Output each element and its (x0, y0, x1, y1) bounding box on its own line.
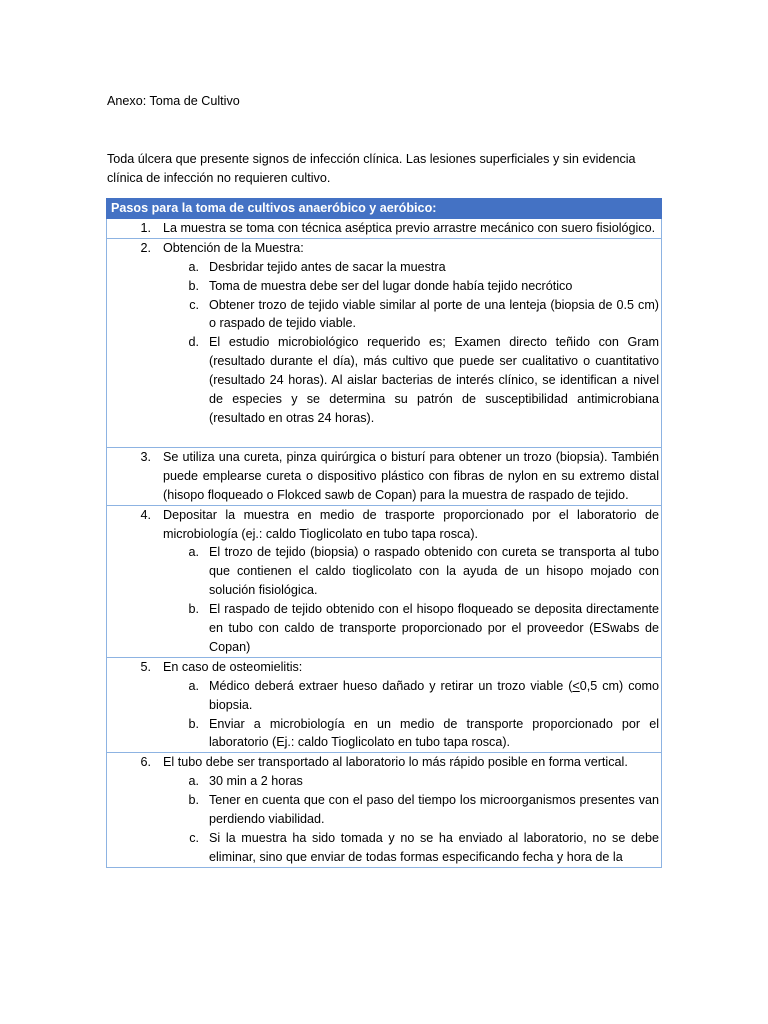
sub-text: Toma de muestra debe ser del lugar donde había tejido necrótico (209, 278, 573, 293)
sub-item (163, 715, 659, 753)
less-equal-sign: < (572, 678, 580, 693)
sub-text: Obtener trozo de tejido viable similar al porte de una lenteja (biopsia de 0.5 cm) o raspado de tejido viable. (209, 297, 659, 331)
sub-item (163, 677, 659, 715)
step-item (111, 658, 659, 677)
sub-item (163, 772, 659, 791)
steps-table (106, 198, 662, 868)
sub-letter: b. (188, 602, 199, 617)
step-number: 5. (140, 659, 151, 674)
step-text: Obtención de la Muestra: (163, 240, 304, 255)
page-title: Anexo: Toma de Cultivo (107, 94, 240, 108)
table-row (107, 447, 662, 505)
sub-text: Tener en cuenta que con el paso del tiempo los microorganismos presentes van perdiendo viabilidad. (209, 793, 659, 827)
sub-text: Desbridar tejido antes de sacar la muestra (209, 259, 446, 274)
table-header: Pasos para la toma de cultivos anaeróbico y aeróbico: (107, 199, 662, 219)
table-row (107, 505, 662, 657)
sub-letter: a. (188, 774, 199, 789)
table-row (107, 657, 662, 753)
sub-text: 30 min a 2 horas (209, 774, 303, 789)
sub-item (163, 543, 659, 600)
step-text: En caso de osteomielitis: (163, 659, 303, 674)
sub-item (163, 277, 659, 296)
step-item (111, 239, 659, 258)
sub-text: Médico deberá extraer hueso dañado y retirar un trozo viable (<0,5 cm) como biopsia. (209, 678, 659, 712)
step-text: Depositar la muestra en medio de trasporte proporcionado por el laboratorio de microbiología (ej.: caldo Tioglicolato en tubo tapa rosca). (163, 507, 659, 541)
sub-letter: c. (189, 831, 199, 845)
intro-paragraph: Toda úlcera que presente signos de infección clínica. Las lesiones superficiales y sin evidencia clínica de infección no requieren cultivo. (107, 152, 636, 185)
step-item (111, 753, 659, 772)
sub-item (163, 333, 659, 428)
step-number: 2. (140, 240, 151, 255)
sub-text: Enviar a microbiología en un medio de transporte proporcionado por el laboratorio (Ej.: caldo Tioglicolato en tubo tapa rosca). (209, 716, 659, 750)
step-number: 6. (140, 755, 151, 770)
step-text: La muestra se toma con técnica aséptica previo arrastre mecánico con suero fisiológico. (163, 220, 656, 235)
table-row (107, 753, 662, 867)
sub-text: El trozo de tejido (biopsia) o raspado obtenido con cureta se transporta al tubo que contienen el caldo tioglicolato con la ayuda de un hisopo mojado con solución fisiológica. (209, 545, 659, 598)
sub-letter: b. (188, 716, 199, 731)
table-header-row (107, 199, 662, 219)
step-text: El tubo debe ser transportado al laboratorio lo más rápido posible en forma vertical. (163, 755, 628, 770)
step-item (111, 448, 659, 505)
step-number: 4. (140, 507, 151, 522)
step-item (111, 219, 659, 238)
sub-letter: d. (188, 335, 199, 350)
step-item (111, 506, 659, 544)
table-row (107, 238, 662, 447)
sub-letter: b. (188, 278, 199, 293)
sub-text: El estudio microbiológico requerido es; Examen directo teñido con Gram (resultado durante el día), más cultivo que puede ser cualitativo o cuantitativo (resultado 24 horas). Al aislar bacterias de interés clínico, se identifican a nivel de especies y se determina su patrón de susceptibilidad antimicrobiana (resultado en otras 24 horas). (209, 335, 659, 425)
sub-text: Si la muestra ha sido tomada y no se ha enviado al laboratorio, no se debe eliminar, sino que enviar de todas formas especificando fecha y hora de la (209, 831, 659, 864)
sub-letter: a. (188, 259, 199, 274)
sub-letter: a. (188, 545, 199, 560)
sub-letter: b. (188, 793, 199, 808)
step-text: Se utiliza una cureta, pinza quirúrgica o bisturí para obtener un trozo (biopsia). También puede emplearse cureta o dispositivo plástico con fibras de nylon en su extremo distal (hisopo floqueado o Flokced sawb de Copan) para la muestra de raspado de tejido. (163, 449, 659, 502)
sub-item (163, 829, 659, 867)
step-number: 1. (140, 220, 151, 235)
sub-item (163, 258, 659, 277)
sub-letter: c. (189, 297, 199, 312)
sub-text: El raspado de tejido obtenido con el hisopo floqueado se deposita directamente en tubo con caldo de transporte proporcionado por el proveedor (ESwabs de Copan) (209, 602, 659, 654)
table-row (107, 218, 662, 238)
sub-item (163, 791, 659, 829)
sub-item (163, 600, 659, 657)
sub-item (163, 296, 659, 334)
sub-letter: a. (188, 678, 199, 693)
step-number: 3. (140, 449, 151, 464)
